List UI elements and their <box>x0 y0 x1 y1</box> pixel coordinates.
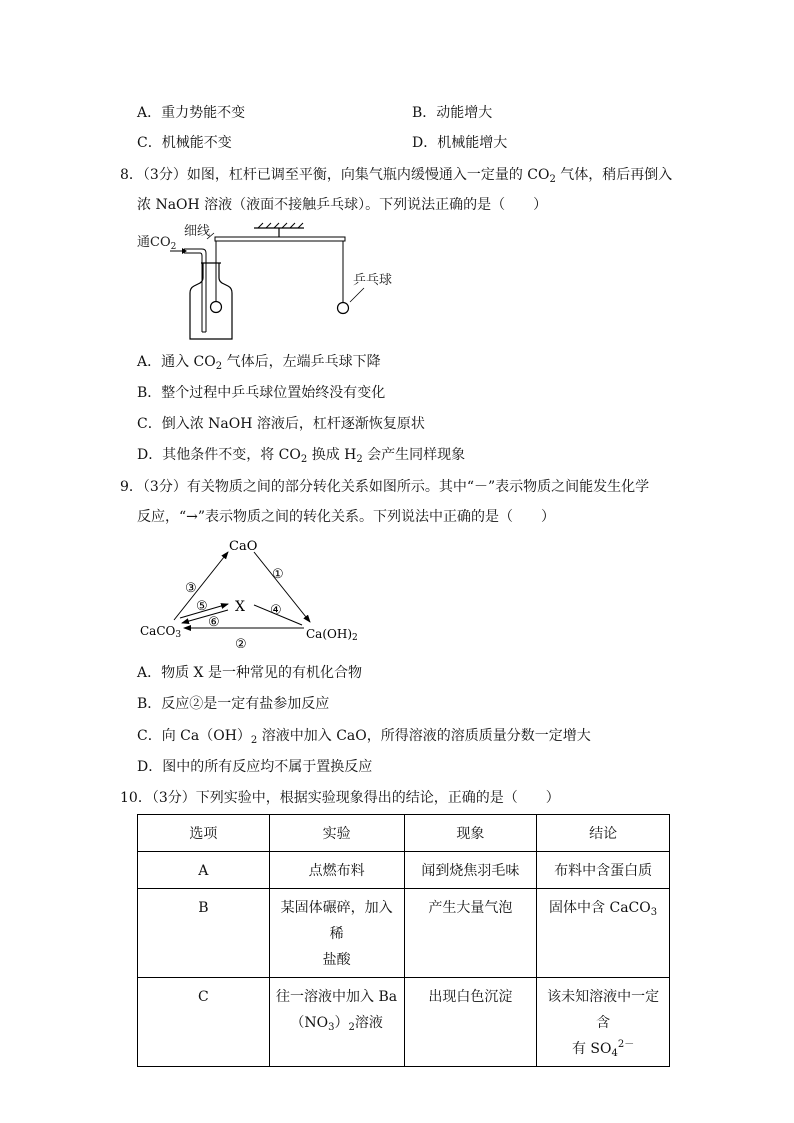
q9-stem-line1: 9．（3分）有关物质之间的部分转化关系如图所示。其中“－”表示物质之间能发生化学 <box>120 479 650 495</box>
right-ping-pong-ball <box>338 303 349 314</box>
q7-option-a: A．重力势能不变 <box>137 105 246 121</box>
q8-option-b: B．整个过程中乒乓球位置始终没有变化 <box>137 385 386 401</box>
q9-option-b: B．反应②是一定有盐参加反应 <box>137 696 330 712</box>
cell-conclusion: 布料中含蛋白质 <box>537 852 670 889</box>
q7-option-c: C．机械能不变 <box>137 135 232 151</box>
q7-option-b: B．动能增大 <box>412 105 493 121</box>
table-row <box>138 978 670 1067</box>
cell-phenomenon: 产生大量气泡 <box>404 889 537 978</box>
cell-experiment: 点燃布料 <box>269 852 404 889</box>
ball-pointer <box>350 288 364 302</box>
inlet-tube-outer <box>184 249 206 332</box>
label-3: ③ <box>185 581 197 596</box>
table-row <box>138 852 670 889</box>
node-cao: CaO <box>229 539 258 554</box>
cell-experiment: 某固体碾碎，加入稀 盐酸 <box>269 889 404 978</box>
q8-option-d: D．其他条件不变，将 $CO_2$ 换成 $H_2$ 会产生同样现象 <box>137 447 466 465</box>
q9-conversion-diagram <box>130 530 370 648</box>
gas-bottle <box>190 263 232 339</box>
q9-stem-line2: 反应，“→”表示物质之间的转化关系。下列说法中正确的是（ ） <box>137 509 556 525</box>
q8-option-c: C．倒入浓 NaOH 溶液后，杠杆逐渐恢复原状 <box>137 416 425 432</box>
header-option: 选项 <box>138 815 270 852</box>
q10-stem: 10．（3分）下列实验中，根据实验现象得出的结论，正确的是（ ） <box>120 790 560 806</box>
cell-option: A <box>138 852 270 889</box>
header-experiment: 实验 <box>269 815 404 852</box>
q7-option-d: D．机械能增大 <box>412 135 508 151</box>
cell-experiment: 往一溶液中加入 Ba $(NO_3)_2$溶液 <box>269 978 404 1067</box>
node-x: X <box>235 599 245 615</box>
label-1: ① <box>272 567 284 582</box>
label-2: ② <box>235 637 247 648</box>
q9-option-c: C．向 $Ca(OH)_2$ 溶液中加入 CaO，所得溶液的溶质质量分数一定增大 <box>137 728 591 746</box>
table-row <box>138 889 670 978</box>
cell-option: B <box>138 889 270 978</box>
q8-stem-line2: 浓 NaOH 溶液（液面不接触乒乓球）。下列说法正确的是（ ） <box>137 197 548 213</box>
ceiling-hatch <box>258 223 303 228</box>
label-thread: 细线 <box>184 224 211 239</box>
cell-conclusion: 固体中含 CaCO$_3$ <box>537 889 670 978</box>
arrow-1 <box>254 552 310 622</box>
lever-bar <box>215 237 345 241</box>
cell-phenomenon: 出现白色沉淀 <box>404 978 537 1067</box>
label-co2: 通$CO_2$ <box>137 235 177 252</box>
table-header-row <box>138 815 670 852</box>
label-ping-pong: 乒乓球 <box>353 273 393 288</box>
label-4: ④ <box>270 603 282 618</box>
q8-stem-line1: 8．（3分）如图，杠杆已调至平衡，向集气瓶内缓慢通入一定量的 $CO_2$ 气体，稍后再倒入 <box>120 167 673 185</box>
q8-option-a: A．通入 $CO_2$ 气体后，左端乒乓球下降 <box>137 354 381 372</box>
node-caco3: CaCO3 <box>140 624 182 640</box>
cell-option: C <box>138 978 270 1067</box>
cell-phenomenon: 闻到烧焦羽毛味 <box>404 852 537 889</box>
q10-table <box>137 814 670 1067</box>
cell-conclusion: 该未知溶液中一定含 有 $SO_4^{2-}$ <box>537 978 670 1067</box>
inlet-tube-inner <box>184 253 202 332</box>
header-phenomenon: 现象 <box>404 815 537 852</box>
q8-lever-figure <box>132 220 412 345</box>
label-6: ⑥ <box>208 615 220 630</box>
q9-option-a: A．物质 X 是一种常见的有机化合物 <box>137 665 362 681</box>
header-conclusion: 结论 <box>537 815 670 852</box>
node-caoh2: Ca(OH)2 <box>306 627 358 643</box>
q9-option-d: D．图中的所有反应均不属于置换反应 <box>137 759 373 775</box>
left-ping-pong-ball <box>211 302 222 313</box>
label-5: ⑤ <box>196 599 208 614</box>
